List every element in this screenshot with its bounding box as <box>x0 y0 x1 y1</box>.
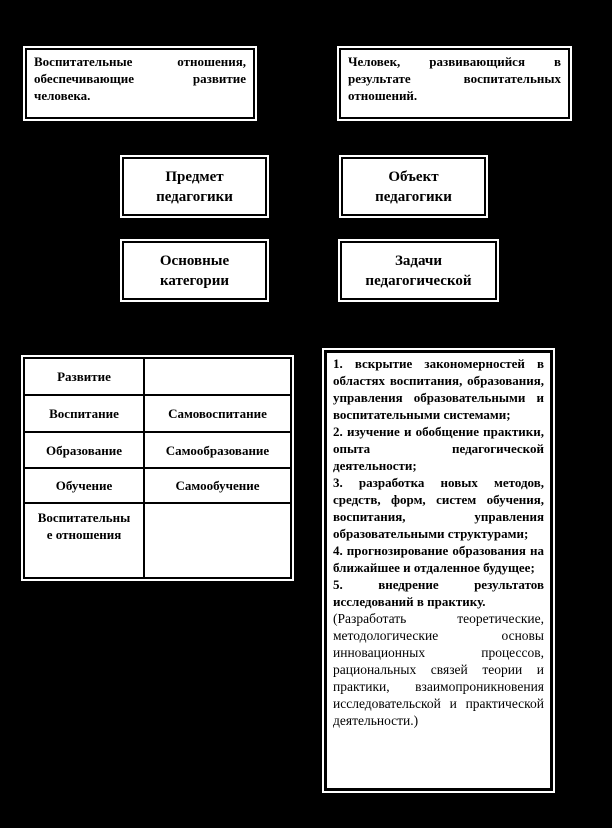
task-item: 2. изучение и обобщение практики, опыта педагогической деятельности; <box>333 424 544 473</box>
categories-table <box>23 357 292 579</box>
subject-of-pedagogy-label: Предмет педагогики <box>156 168 233 205</box>
definition-box-educational-relations <box>25 48 255 119</box>
self-category-cell: Самообучение <box>144 468 291 503</box>
tasks-list-box <box>324 350 553 791</box>
self-category-cell: Самообразование <box>144 432 291 468</box>
developing-person-text: Человек, развивающийся в результате воспитательных отношений. <box>348 54 561 103</box>
category-cell: Воспитательные отношения <box>24 503 144 578</box>
table-row <box>24 503 291 578</box>
category-cell: Воспитание <box>24 395 144 432</box>
self-category-cell <box>144 358 291 395</box>
table-row <box>24 468 291 503</box>
table-row <box>24 395 291 432</box>
object-of-pedagogy-label: Объект педагогики <box>375 168 452 205</box>
pedagogical-tasks-label: Задачи педагогической <box>365 252 472 289</box>
self-category-cell <box>144 503 291 578</box>
table-row <box>24 358 291 395</box>
tasks-note: (Разработать теоретические, методологические основы инновационных процессов, рациональных связей теории и практики, взаимопроникновения исследовательской и практической деятельности.) <box>333 611 544 728</box>
definition-box-developing-person <box>339 48 570 119</box>
label-box-main-categories <box>122 241 267 300</box>
label-box-object-of-pedagogy <box>341 157 486 216</box>
main-categories-label: Основные категории <box>159 252 230 289</box>
table-row <box>24 432 291 468</box>
self-category-cell: Самовоспитание <box>144 395 291 432</box>
label-box-pedagogical-tasks <box>340 241 497 300</box>
task-item: 5. внедрение результатов исследований в практику. <box>333 577 544 609</box>
category-cell: Образование <box>24 432 144 468</box>
educational-relations-text: Воспитательные отношения, обеспечивающие развитие человека. <box>34 54 246 103</box>
task-item: 4. прогнозирование образования на ближайшее и отдаленное будущее; <box>333 543 544 575</box>
task-item: 1. вскрытие закономерностей в областях воспитания, образования, управления образовательными и воспитательными системами; <box>333 356 544 422</box>
task-item: 3. разработка новых методов, средств, форм, систем обучения, воспитания, управления образовательными структурами; <box>333 475 544 541</box>
category-cell: Развитие <box>24 358 144 395</box>
category-cell: Обучение <box>24 468 144 503</box>
label-box-subject-of-pedagogy <box>122 157 267 216</box>
